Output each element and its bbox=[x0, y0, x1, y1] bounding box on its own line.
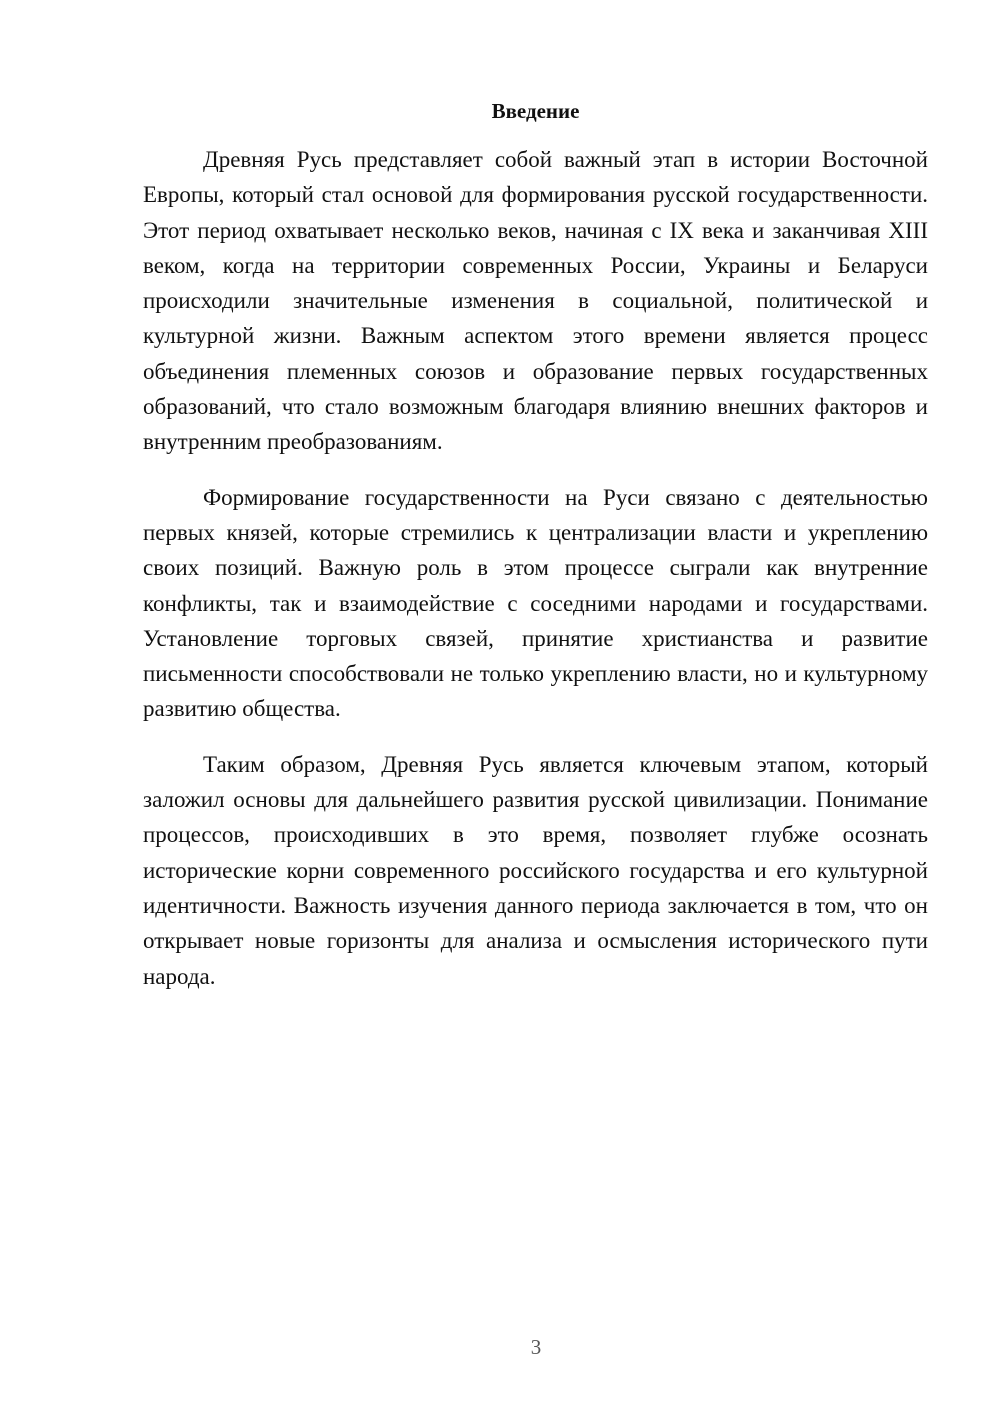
paragraph-2: Формирование государственности на Руси связано с деятельностью первых князей, которые стремились к централизации власти и укреплению своих позиций. Важную роль в этом процессе сыграли как внутренние конфликты, так и взаимодействие с соседними народами и государствами. Установление торговых связей, принятие христианства и развитие письменности способствовали не только укреплению власти, но и культурному развитию общества. bbox=[143, 484, 928, 722]
document-body bbox=[143, 142, 928, 994]
paragraph-1: Древняя Русь представляет собой важный этап в истории Восточной Европы, который стал основой для формирования русской государственности. Этот период охватывает несколько веков, начиная с IX века и заканчивая XIII веком, когда на территории современных России, Украины и Беларуси происходили значительные изменения в социальной, политической и культурной жизни. Важным аспектом этого времени является процесс объединения племенных союзов и образование первых государственных образований, что стало возможным благодаря влиянию внешних факторов и внутренним преобразованиям. bbox=[143, 147, 928, 455]
page-title: Введение bbox=[491, 99, 580, 123]
paragraph-3: Таким образом, Древняя Русь является ключевым этапом, который заложил основы для дальнейшего развития русской цивилизации. Понимание процессов, происходивших в это время, позволяет глубже осознать исторические корни современного российского государства и его культурной идентичности. Важность изучения данного периода заключается в том, что он открывает новые горизонты для анализа и осмысления исторического пути народа. bbox=[143, 751, 928, 989]
page-number: 3 bbox=[530, 1335, 542, 1359]
